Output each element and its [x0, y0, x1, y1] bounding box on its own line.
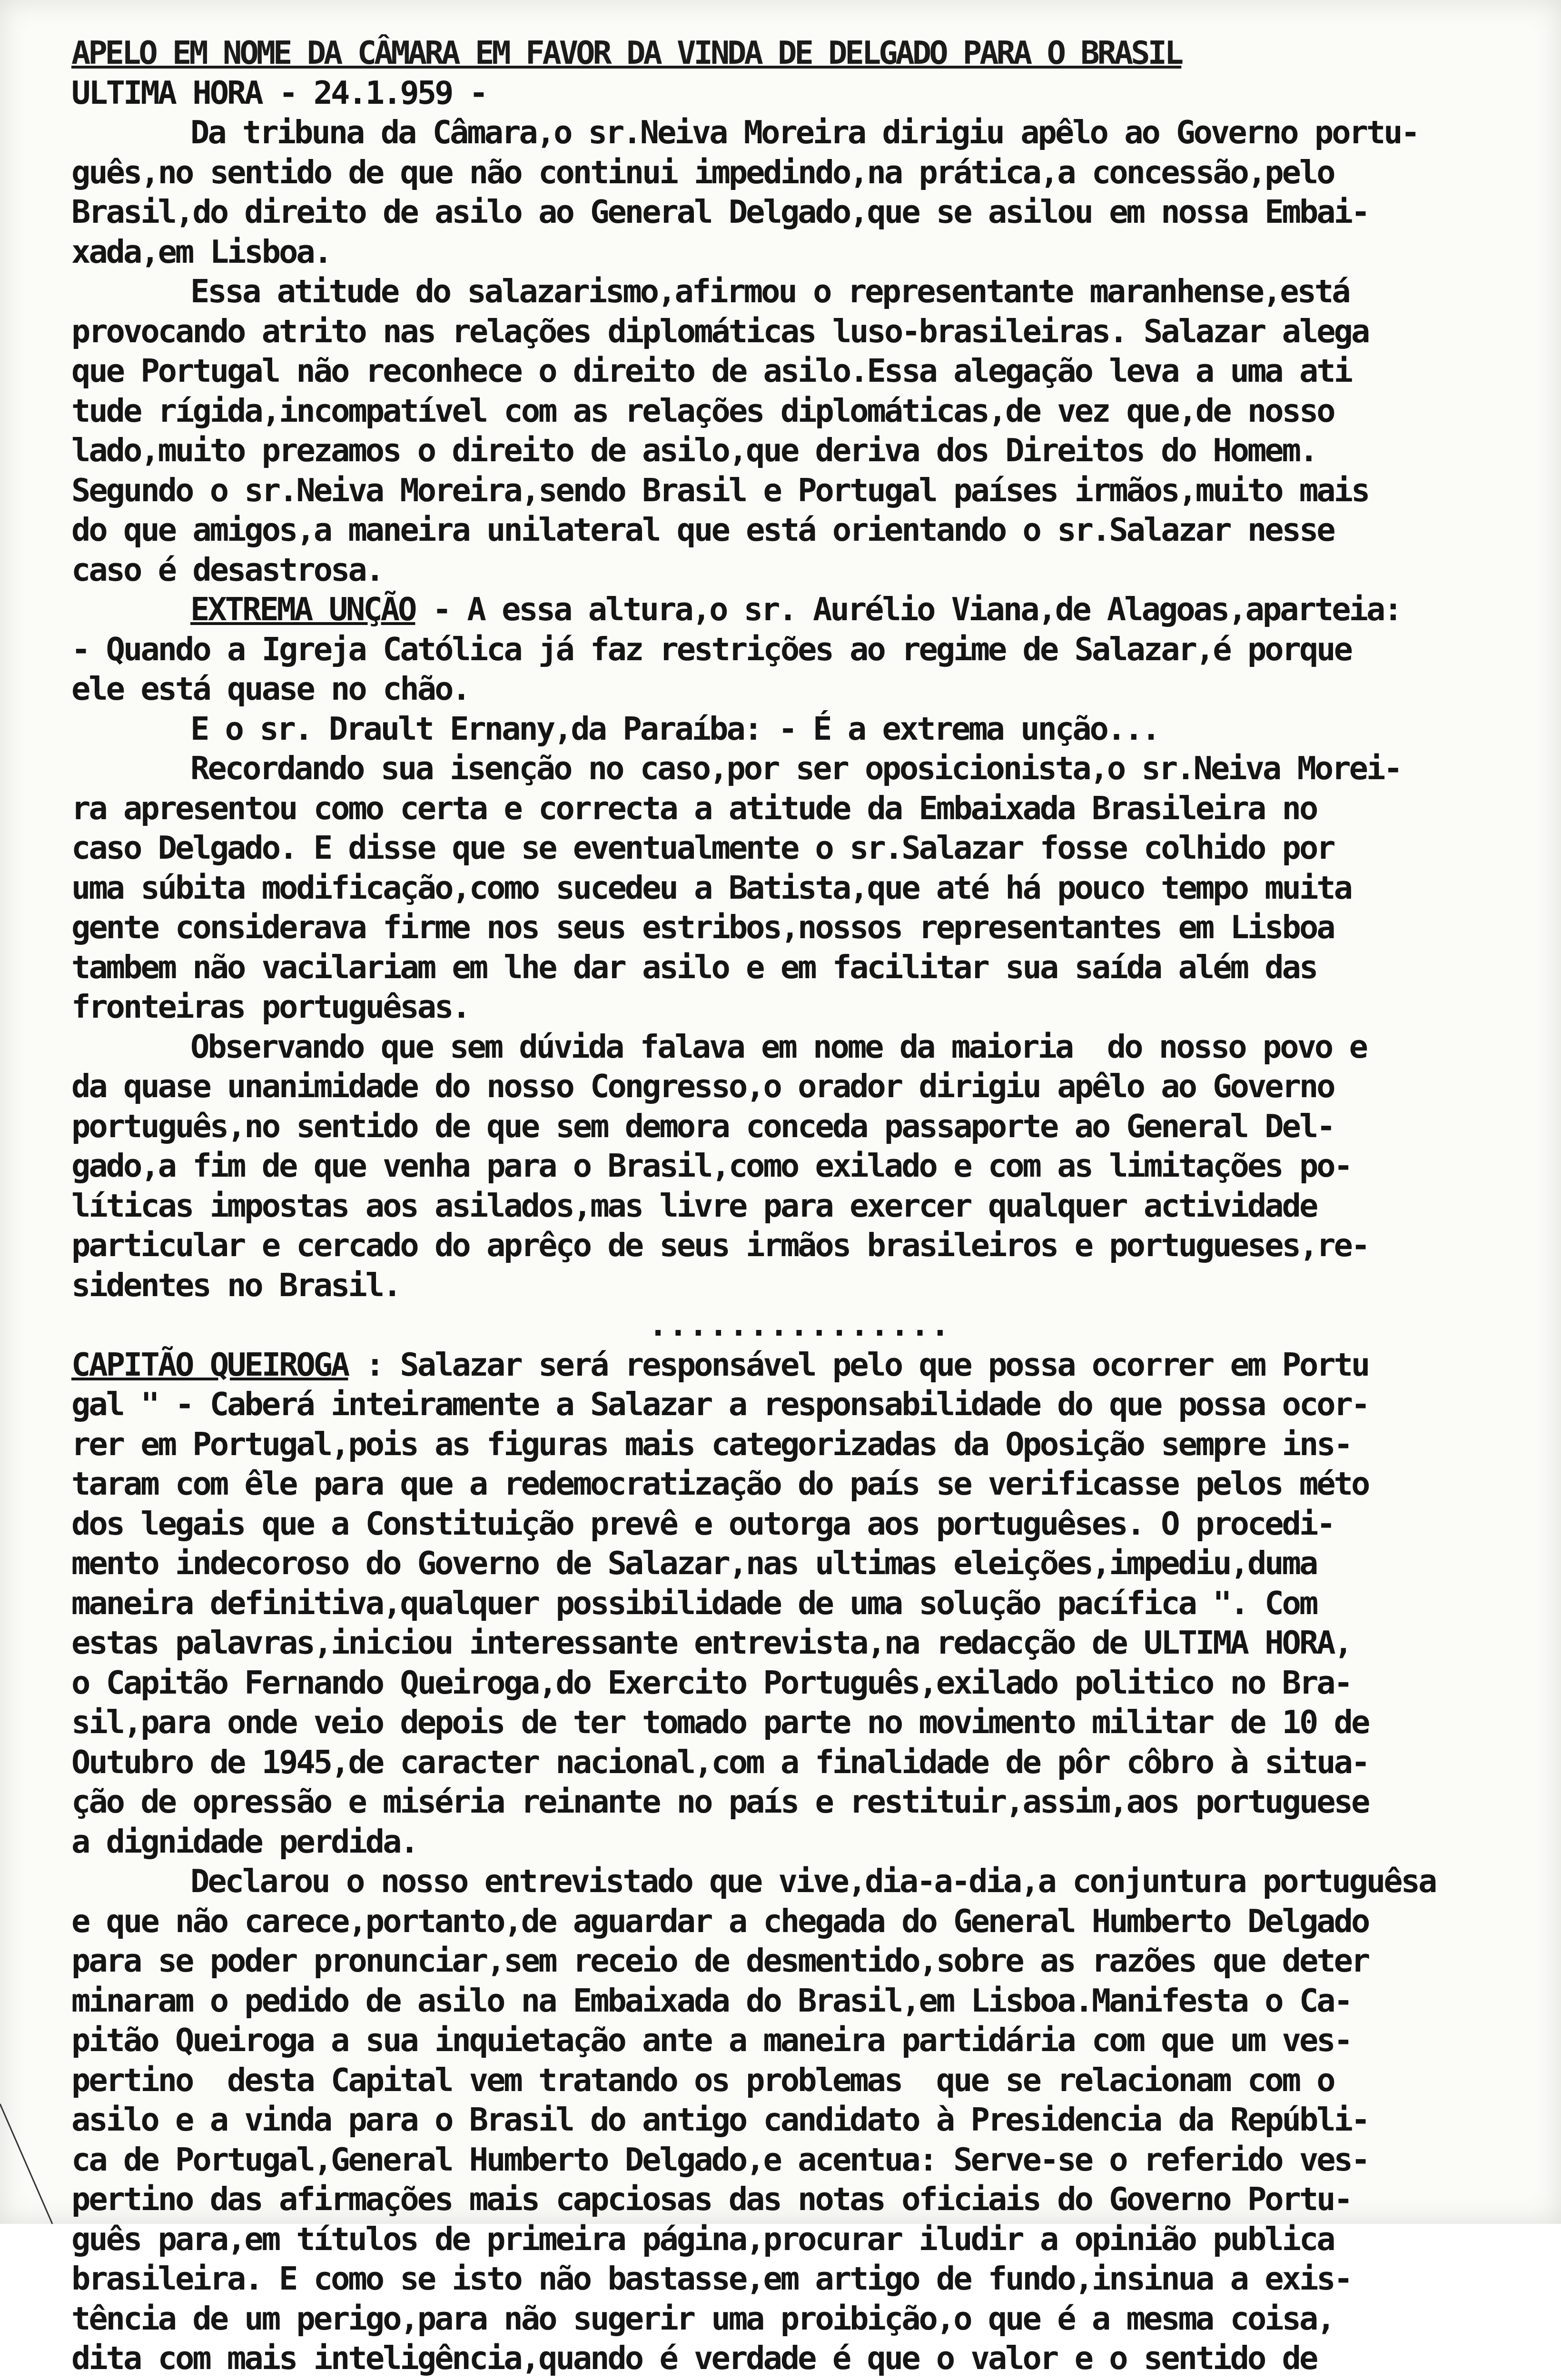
text-line: dita com mais inteligência,quando é verdade é que o valor e o sentido de — [71, 2339, 1528, 2379]
text-line: minaram o pedido de asilo na Embaixada do Brasil,em Lisboa.Manifesta o Ca- — [71, 1981, 1528, 2021]
document-dateline: ULTIMA HORA - 24.1.959 - — [71, 73, 1528, 113]
text-line: mento indecoroso do Governo de Salazar,nas ultimas eleições,impediu,duma — [71, 1544, 1528, 1584]
text-line: pertino das afirmações mais capciosas das notas oficiais do Governo Portu- — [71, 2180, 1528, 2220]
text-line: asilo e a vinda para o Brasil do antigo candidato à Presidencia da Repúbli- — [71, 2100, 1528, 2140]
text-line: da quase unanimidade do nosso Congresso,o orador dirigiu apêlo ao Governo — [71, 1067, 1528, 1107]
text-line: particular e cercado do aprêço de seus irmãos brasileiros e portugueses,re- — [71, 1226, 1528, 1266]
text-line: xada,em Lisboa. — [71, 232, 1528, 272]
text-line: ção de opressão e miséria reinante no país e restituir,assim,aos portuguese — [71, 1782, 1528, 1822]
text-line: gal " - Caberá inteiramente a Salazar a responsabilidade do que possa ocor- — [71, 1385, 1528, 1425]
section-subheading: EXTREMA UNÇÃO — [190, 591, 415, 628]
text-line: português,no sentido de que sem demora conceda passaporte ao General Del- — [71, 1107, 1528, 1147]
text-line: sidentes no Brasil. — [71, 1266, 1528, 1306]
text-line: provocando atrito nas relações diplomáticas luso-brasileiras. Salazar alega — [71, 312, 1528, 352]
text-line: fronteiras portuguêsas. — [71, 987, 1528, 1027]
text-line: caso é desastrosa. — [71, 550, 1528, 590]
text-line: do que amigos,a maneira unilateral que está orientando o sr.Salazar nesse — [71, 510, 1528, 550]
text-line: Da tribuna da Câmara,o sr.Neiva Moreira dirigiu apêlo ao Governo portu- — [71, 113, 1528, 153]
text-line: rer em Portugal,pois as figuras mais categorizadas da Oposição sempre ins- — [71, 1425, 1528, 1465]
text-line: guês para,em títulos de primeira página,procurar iludir a opinião publica — [71, 2220, 1528, 2260]
text-line: Declarou o nosso entrevistado que vive,dia-a-dia,a conjuntura portuguêsa — [71, 1862, 1528, 1902]
text-line: taram com êle para que a redemocratização do país se verificasse pelos méto — [71, 1464, 1528, 1504]
text-line: maneira definitiva,qualquer possibilidade de uma solução pacífica ". Com — [71, 1584, 1528, 1624]
text-line: gado,a fim de que venha para o Brasil,como exilado e com as limitações po- — [71, 1146, 1528, 1186]
text-line: brasileira. E como se isto não bastasse,em artigo de fundo,insinua a exis- — [71, 2259, 1528, 2299]
text-line: Recordando sua isenção no caso,por ser oposicionista,o sr.Neiva Morei- — [71, 749, 1528, 789]
section-subheading: CAPITÃO QUEIROGA — [71, 1346, 348, 1383]
scan-corner-mark — [0, 2104, 57, 2224]
text-line: - Quando a Igreja Católica já faz restrições ao regime de Salazar,é porque — [71, 630, 1528, 670]
text-line: tude rígida,incompatível com as relações diplomáticas,de vez que,de nosso — [71, 391, 1528, 431]
text-line: Outubro de 1945,de caracter nacional,com a finalidade de pôr côbro à situa- — [71, 1743, 1528, 1783]
text-line: sil,para onde veio depois de ter tomado parte no movimento militar de 10 de — [71, 1703, 1528, 1743]
section-separator: ............... — [71, 1305, 1528, 1345]
text-line: estas palavras,iniciou interessante entrevista,na redacção de ULTIMA HORA, — [71, 1623, 1528, 1663]
text-line: Observando que sem dúvida falava em nome da maioria do nosso povo e — [71, 1027, 1528, 1067]
text-line: o Capitão Fernando Queiroga,do Exercito Português,exilado politico no Bra- — [71, 1663, 1528, 1703]
document-body — [71, 113, 1528, 2380]
typewritten-document — [71, 33, 1528, 2194]
text-line: Brasil,do direito de asilo ao General Delgado,que se asilou em nossa Embai- — [71, 192, 1528, 232]
text-line — [71, 2379, 1528, 2380]
text-line: tambem não vacilariam em lhe dar asilo e em facilitar sua saída além das — [71, 948, 1528, 988]
text-line: guês,no sentido de que não continui impedindo,na prática,a concessão,pelo — [71, 153, 1528, 193]
text-line: lado,muito prezamos o direito de asilo,que deriva dos Direitos do Homem. — [71, 431, 1528, 471]
text-line: pitão Queiroga a sua inquietação ante a maneira partidária com que um ves- — [71, 2021, 1528, 2061]
text-line: e que não carece,portanto,de aguardar a chegada do General Humberto Delgado — [71, 1902, 1528, 1942]
text-line: tência de um perigo,para não sugerir uma proibição,o que é a mesma coisa, — [71, 2299, 1528, 2339]
text-line: ra apresentou como certa e correcta a atitude da Embaixada Brasileira no — [71, 789, 1528, 829]
text-line: Essa atitude do salazarismo,afirmou o representante maranhense,está — [71, 272, 1528, 312]
document-headline: APELO EM NOME DA CÂMARA EM FAVOR DA VINDA DE DELGADO PARA O BRASIL — [71, 33, 1528, 73]
text-line: ca de Portugal,General Humberto Delgado,e acentua: Serve-se o referido ves- — [71, 2140, 1528, 2180]
text-line: que Portugal não reconhece o direito de asilo.Essa alegação leva a uma ati — [71, 351, 1528, 391]
text-line: gente considerava firme nos seus estribos,nossos representantes em Lisboa — [71, 908, 1528, 948]
text-line: caso Delgado. E disse que se eventualmente o sr.Salazar fosse colhido por — [71, 828, 1528, 868]
text-line: a dignidade perdida. — [71, 1822, 1528, 1862]
text-line: E o sr. Drault Ernany,da Paraíba: - É a extrema unção... — [71, 709, 1528, 749]
text-line: EXTREMA UNÇÃO - A essa altura,o sr. Aurélio Viana,de Alagoas,aparteia: — [71, 590, 1528, 630]
text-line: líticas impostas aos asilados,mas livre para exercer qualquer actividade — [71, 1186, 1528, 1226]
text-line: CAPITÃO QUEIROGA : Salazar será responsável pelo que possa ocorrer em Portu — [71, 1345, 1528, 1385]
text-line: ele está quase no chão. — [71, 669, 1528, 709]
text-line: para se poder pronunciar,sem receio de desmentido,sobre as razões que deter — [71, 1941, 1528, 1981]
text-line: dos legais que a Constituição prevê e outorga aos portuguêses. O procedi- — [71, 1504, 1528, 1544]
text-line: pertino desta Capital vem tratando os problemas que se relacionam com o — [71, 2061, 1528, 2101]
text-line: uma súbita modificação,como sucedeu a Batista,que até há pouco tempo muita — [71, 868, 1528, 908]
text-line: Segundo o sr.Neiva Moreira,sendo Brasil e Portugal países irmãos,muito mais — [71, 471, 1528, 511]
